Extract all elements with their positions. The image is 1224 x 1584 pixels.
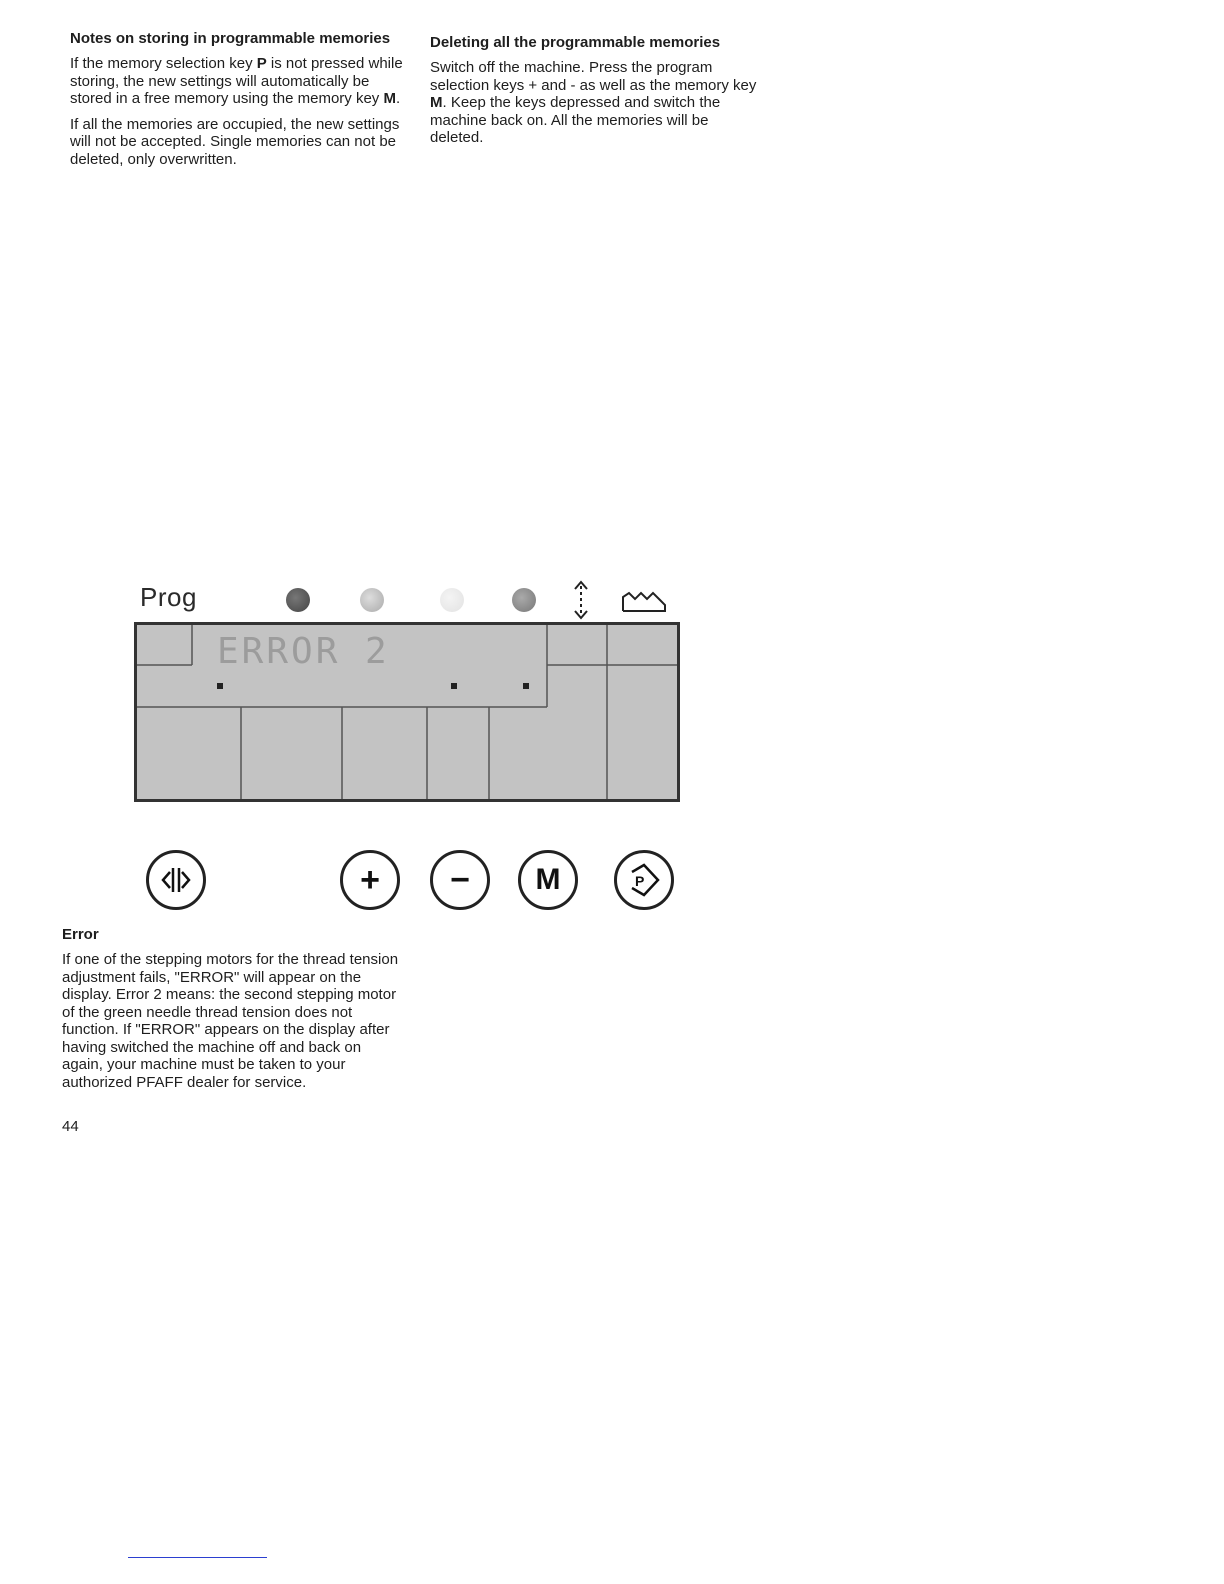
page-number: 44 xyxy=(62,1118,79,1135)
stitch-icon xyxy=(621,589,667,613)
program-select-button[interactable] xyxy=(614,850,674,910)
indicator-led xyxy=(512,588,536,612)
paragraph xyxy=(70,55,410,108)
paragraph: If one of the stepping motors for the thread tension adjustment fails, "ERROR" will appear on the display. Error 2 means: the second stepping motor of the green needle thread tension does not function. If "ERROR" appears on the display after having switched the machine off and back on again, your machine must be taken to your authorized PFAFF dealer for service. xyxy=(62,951,399,1091)
up-down-arrow-icon xyxy=(572,580,590,620)
section-heading: Deleting all the programmable memories xyxy=(430,34,721,51)
mirror-button[interactable] xyxy=(146,850,206,910)
key-m-label: M xyxy=(383,90,396,107)
section-error xyxy=(62,926,402,1091)
indicator-led xyxy=(360,588,384,612)
section-heading: Notes on storing in programmable memories xyxy=(70,30,391,47)
footer-divider xyxy=(128,1557,267,1558)
control-panel-illustration xyxy=(58,570,698,930)
text-span: . xyxy=(395,90,401,107)
display-dot xyxy=(217,683,223,689)
plus-icon: + xyxy=(360,860,380,899)
display-dot xyxy=(451,683,457,689)
program-arrow-icon xyxy=(624,862,664,898)
mirror-icon xyxy=(158,864,194,896)
paragraph: If all the memories are occupied, the new settings will not be accepted. Single memories can not be deleted, only overwritten. xyxy=(70,115,400,168)
section-heading: Error xyxy=(62,926,99,943)
section-storing-notes xyxy=(70,30,410,168)
display-dot xyxy=(523,683,529,689)
key-m-label: M xyxy=(430,94,443,111)
text-span: is not pressed while storing, the new settings will automatically be stored in a free memory using the memory key xyxy=(70,55,403,107)
indicator-led xyxy=(286,588,310,612)
minus-button[interactable] xyxy=(430,850,490,910)
key-p-label: P xyxy=(256,55,267,72)
display-error-text: ERROR 2 xyxy=(217,631,390,672)
plus-button[interactable] xyxy=(340,850,400,910)
text-span: Switch off the machine. Press the program selection keys + and - as well as the memory key xyxy=(430,59,757,94)
memory-key-label: M xyxy=(535,863,561,896)
memory-button[interactable] xyxy=(518,850,578,910)
program-key-label: P xyxy=(635,873,645,889)
section-deleting-memories xyxy=(430,34,760,147)
prog-label: Prog xyxy=(140,582,197,612)
indicator-led xyxy=(440,588,464,612)
paragraph xyxy=(430,59,760,147)
text-span: If the memory selection key xyxy=(70,55,257,72)
lcd-display xyxy=(134,622,680,802)
minus-icon: − xyxy=(450,860,470,899)
text-span: . Keep the keys depressed and switch the machine back on. All the memories will be deleted. xyxy=(430,94,721,146)
